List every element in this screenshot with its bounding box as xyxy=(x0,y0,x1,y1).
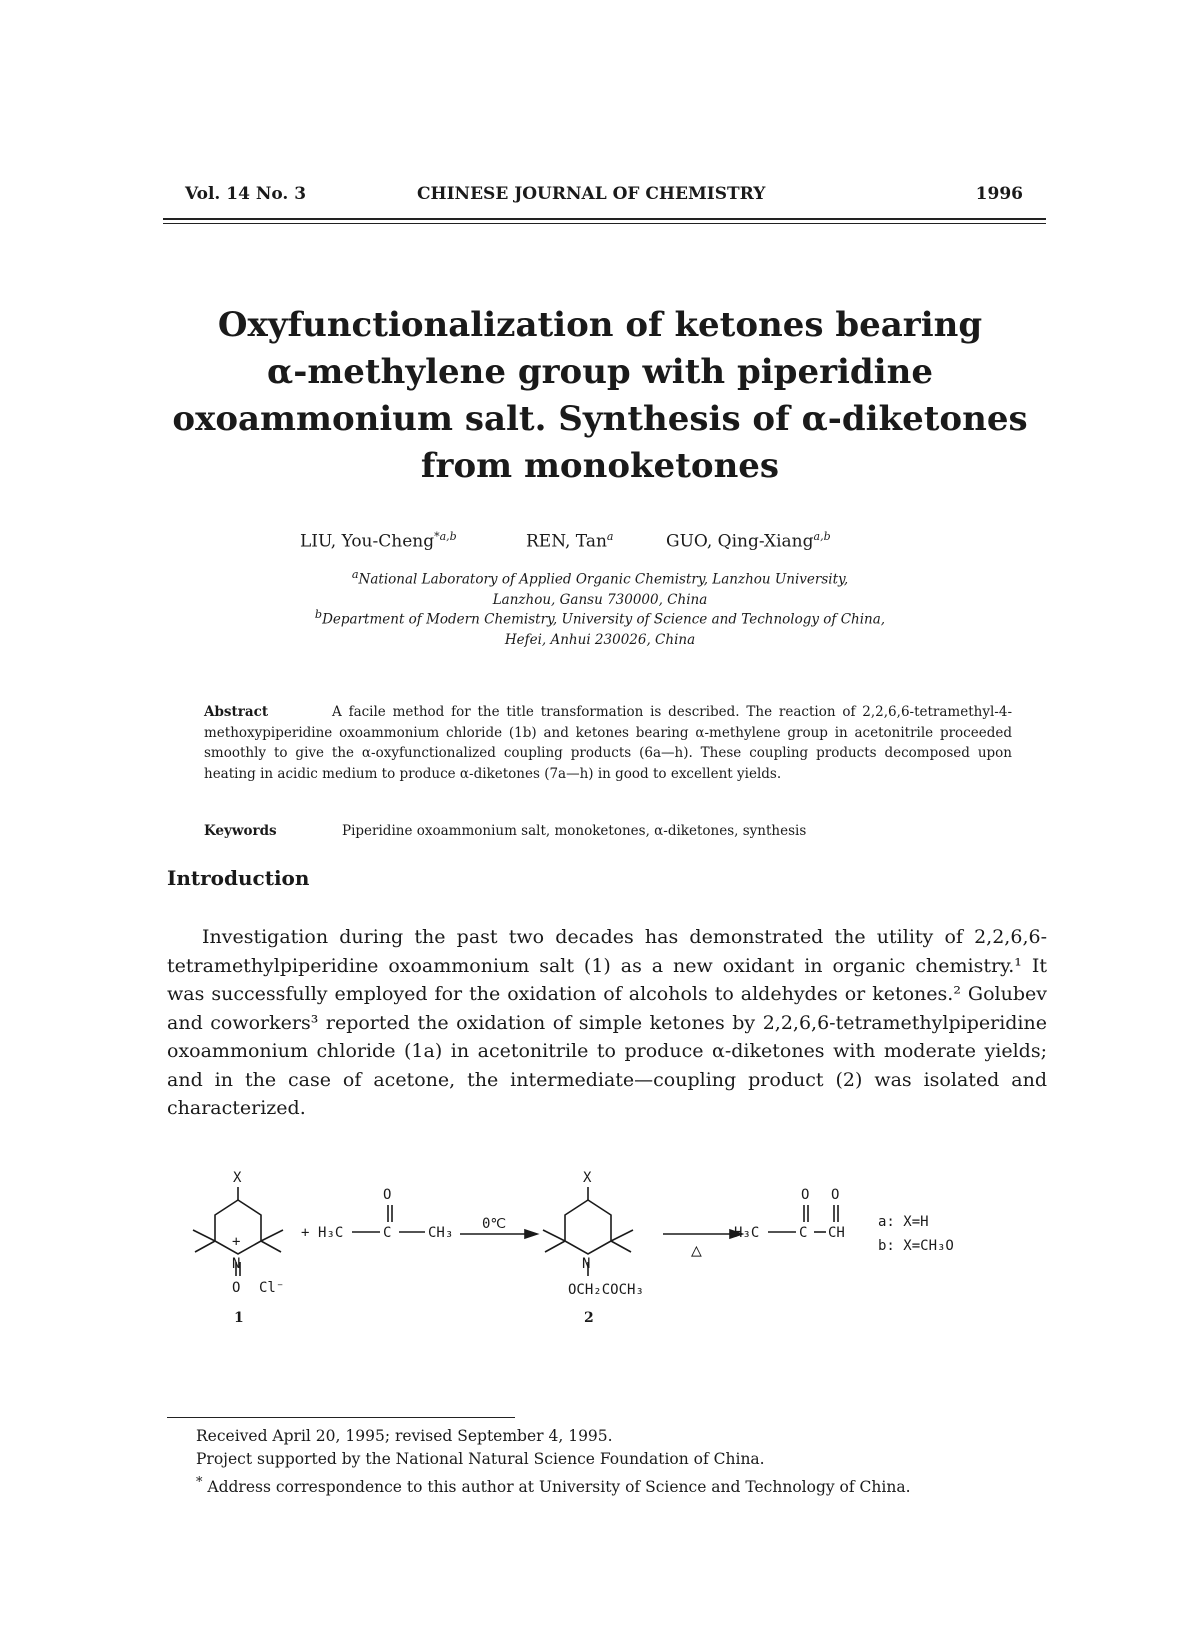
oxo-oxygen: O xyxy=(232,1280,241,1296)
methyl-left: H₃C xyxy=(318,1225,344,1241)
methyl-right: CH₃ xyxy=(428,1225,454,1241)
charge-plus: + xyxy=(232,1234,241,1250)
chloride-ion: Cl⁻ xyxy=(259,1280,285,1296)
keywords xyxy=(204,823,1012,839)
author: LIU, You-Cheng$^{*a,b}$ xyxy=(300,530,457,552)
running-header xyxy=(185,184,1045,208)
article-title xyxy=(150,302,1050,490)
scheme-drawing xyxy=(185,1170,1065,1370)
substituent-x: X xyxy=(583,1170,592,1186)
plus-sign: + xyxy=(301,1225,310,1241)
author: REN, Tan$^a$ xyxy=(526,530,614,552)
abstract-label: Abstract xyxy=(204,704,269,720)
author: GUO, Qing-Xiang$^{a,b}$ xyxy=(666,530,831,552)
reaction-scheme xyxy=(185,1170,1065,1370)
funding-note: Project supported by the National Natural Science Foundation of China. xyxy=(196,1450,765,1468)
abstract-text: A facile method for the title transformation is described. The reaction of 2,2,6,6-tetramethyl-4-methoxypiperidine oxoammonium chloride (1b) and ketones bearing α-methylene group in acetonitrile proceeded smoothly to give the α-oxyfunctionalized coupling products (6a—h). These coupling products decomposed upon heating in acidic medium to produce α-diketones (7a—h) in good to excellent yields. xyxy=(204,704,1012,782)
publication-year: 1996 xyxy=(975,184,1023,204)
intro-paragraph: Investigation during the past two decades has demonstrated the utility of 2,2,6,6-tetramethylpiperidine oxoammonium salt (1) as a new oxidant in organic chemistry.¹ It was successfully employed for the oxidation of alcohols to aldehydes or ketones.² Golubev and coworkers³ reported the oxidation of simple ketones by 2,2,6,6-tetramethylpiperidine oxoammonium chloride (1a) in acetonitrile to produce α-diketones with moderate yields; and in the case of acetone, the intermediate—coupling product (2) was isolated and characterized. xyxy=(167,926,1047,1119)
ring-nitrogen: N xyxy=(582,1256,591,1272)
diketone-carbon: C xyxy=(799,1225,808,1241)
carbonyl-oxygen-2: O xyxy=(831,1187,840,1203)
section-heading: Introduction xyxy=(167,866,310,890)
title-line: oxoammonium salt. Synthesis of α-diketones xyxy=(172,399,1028,439)
header-rule-thin xyxy=(163,223,1046,224)
diketone-methyl: H₃C xyxy=(734,1225,760,1241)
affiliation-b: $^b$Department of Modern Chemistry, University of Science and Technology of China, Hefei, Anhui 230026, China xyxy=(314,608,886,648)
abstract xyxy=(204,702,1012,784)
footnotes xyxy=(196,1425,1046,1499)
carbonyl-oxygen: O xyxy=(383,1187,392,1203)
variant-a: a: X=H xyxy=(878,1214,929,1230)
carbonyl-carbon: C xyxy=(383,1225,392,1241)
keywords-label: Keywords xyxy=(204,823,277,839)
compound-number-2: 2 xyxy=(584,1310,594,1326)
keywords-text: Piperidine oxoammonium salt, monoketones, α-diketones, synthesis xyxy=(342,823,807,839)
title-line: Oxyfunctionalization of ketones bearing xyxy=(217,305,983,345)
volume-info: Vol. 14 No. 3 xyxy=(185,184,307,204)
footnote-rule xyxy=(167,1417,515,1418)
journal-name: CHINESE JOURNAL OF CHEMISTRY xyxy=(417,184,766,204)
title-line: from monoketones xyxy=(420,446,780,486)
ring-nitrogen: N xyxy=(232,1256,241,1272)
reaction-condition: 0℃ xyxy=(482,1216,507,1232)
header-rule-thick xyxy=(163,218,1046,220)
carbonyl-oxygen-1: O xyxy=(801,1187,810,1203)
heat-symbol: △ xyxy=(691,1240,702,1261)
oxy-substituent: OCH₂COCH₃ xyxy=(568,1282,644,1298)
diketone-ch: CH xyxy=(828,1225,845,1241)
author-list xyxy=(300,530,920,554)
title-line: α-methylene group with piperidine xyxy=(267,352,933,392)
compound-number-1: 1 xyxy=(234,1310,244,1326)
correspondence-note: * Address correspondence to this author at University of Science and Technology of China. xyxy=(196,1475,911,1497)
substituent-x: X xyxy=(233,1170,242,1186)
affiliation-a: $^a$National Laboratory of Applied Organic Chemistry, Lanzhou University, Lanzhou, Gansu 730000, China xyxy=(351,568,849,608)
variant-b: b: X=CH₃O xyxy=(878,1238,954,1254)
received-date: Received April 20, 1995; revised September 4, 1995. xyxy=(196,1427,613,1445)
